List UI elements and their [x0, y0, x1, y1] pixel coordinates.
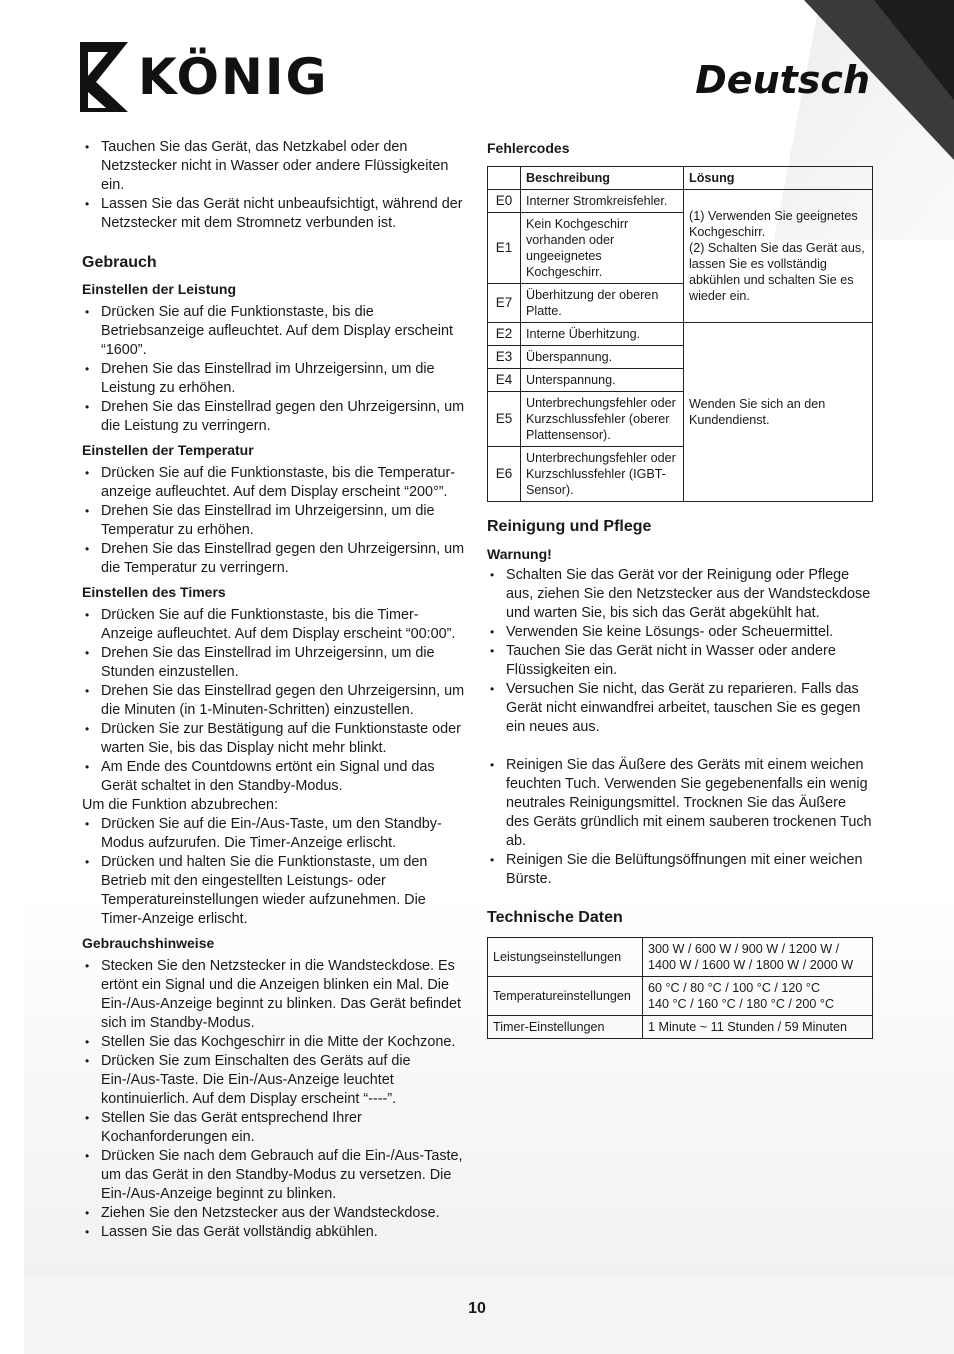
list-item: • Drücken Sie auf die Ein-/Aus-Taste, um den Standby-Modus aufzurufen. Die Timer-Anzeige erlischt. [82, 815, 468, 853]
list-item: • Drehen Sie das Einstellrad gegen den Uhrzeigersinn, um die Leistung zu verringern. [82, 398, 468, 436]
error-code: E7 [488, 284, 521, 323]
list-item: • Am Ende des Countdowns ertönt ein Signal und das Gerät schaltet in den Standby-Modus. [82, 758, 468, 796]
table-header-cell: Lösung [684, 167, 873, 190]
usage-heading: Gebrauch [82, 254, 157, 271]
list-item: • Drehen Sie das Einstellrad gegen den Uhrzeigersinn, um die Temperatur zu verringern. [82, 540, 468, 578]
spec-label: Leistungseinstellungen [488, 938, 643, 977]
language-title: Deutsch [695, 58, 870, 102]
error-code: E2 [488, 323, 521, 346]
spec-label: Temperatureinstellungen [488, 977, 643, 1016]
error-description: Interner Stromkreisfehler. [521, 190, 684, 213]
page-number: 10 [468, 1300, 486, 1317]
list-item: • Drehen Sie das Einstellrad im Uhrzeigersinn, um die Leistung zu erhöhen. [82, 360, 468, 398]
list-item: • Drücken Sie zur Bestätigung auf die Funktionstaste oder warten Sie, bis das Display nicht mehr blinkt. [82, 720, 468, 758]
error-code: E5 [488, 392, 521, 447]
spec-value: 300 W / 600 W / 900 W / 1200 W / 1400 W / 1600 W / 1800 W / 2000 W [643, 938, 873, 977]
error-code: E4 [488, 369, 521, 392]
specs-table [487, 937, 873, 1039]
warning-heading: Warnung! [487, 546, 552, 562]
cleaning-list [487, 756, 873, 889]
error-code: E3 [488, 346, 521, 369]
right-column [487, 138, 873, 1039]
list-item: • Drücken Sie auf die Funktionstaste, bis die Temperaturanzeige aufleuchtet. Auf dem Display erscheint “200°”. [82, 464, 468, 502]
warning-list [487, 566, 873, 737]
cleaning-heading: Reinigung und Pflege [487, 518, 652, 535]
error-description: Unterbrechungsfehler oder Kurzschlussfehler (oberer Plattensensor). [521, 392, 684, 447]
temperature-list [82, 464, 468, 578]
list-item: • Verwenden Sie keine Lösungs- oder Scheuermittel. [487, 623, 873, 642]
timer-list [82, 606, 468, 796]
list-item: • Lassen Sie das Gerät vollständig abkühlen. [82, 1223, 468, 1242]
hints-list [82, 957, 468, 1242]
list-item: • Drehen Sie das Einstellrad im Uhrzeigersinn, um die Temperatur zu erhöhen. [82, 502, 468, 540]
list-item: • Drehen Sie das Einstellrad im Uhrzeigersinn, um die Stunden einzustellen. [82, 644, 468, 682]
error-description: Unterbrechungsfehler oder Kurzschlussfehler (IGBT-Sensor). [521, 447, 684, 502]
table-row [488, 977, 873, 1016]
hints-heading: Gebrauchshinweise [82, 935, 215, 951]
timer-cancel-list [82, 815, 468, 929]
spec-value: 1 Minute ~ 11 Stunden / 59 Minuten [643, 1016, 873, 1039]
list-item: • Reinigen Sie das Äußere des Geräts mit einem weichen feuchten Tuch. Verwenden Sie gegebenenfalls ein wenig neutrales Reinigungsmittel. Trocknen Sie das Äußere des Geräts gründlich mit einem sauberen trockenen Tuch ab. [487, 756, 873, 851]
table-header-cell [488, 167, 521, 190]
error-description: Unterspannung. [521, 369, 684, 392]
list-item: • Lassen Sie das Gerät nicht unbeaufsichtigt, während der Netzstecker mit dem Stromnetz verbunden ist. [82, 195, 468, 233]
intro-bullets [82, 138, 468, 233]
error-description: Überhitzung der oberen Platte. [521, 284, 684, 323]
list-item: • Stecken Sie den Netzstecker in die Wandsteckdose. Es ertönt ein Signal und die Anzeigen blinken ein Mal. Die Ein-/Aus-Anzeige beginnt zu blinken. Das Gerät befindet sich im Standby-Modus. [82, 957, 468, 1033]
error-description: Kein Kochgeschirr vorhanden oder ungeeignetes Kochgeschirr. [521, 213, 684, 284]
table-row [488, 323, 873, 346]
list-item: • Ziehen Sie den Netzstecker aus der Wandsteckdose. [82, 1204, 468, 1223]
konig-mark-icon [80, 42, 128, 112]
list-item: • Drücken Sie auf die Funktionstaste, bis die Betriebsanzeige aufleuchtet. Auf dem Display erscheint “1600”. [82, 303, 468, 360]
timer-heading: Einstellen des Timers [82, 584, 226, 600]
error-solution: Wenden Sie sich an den Kundendienst. [684, 323, 873, 502]
error-description: Interne Überhitzung. [521, 323, 684, 346]
error-code: E1 [488, 213, 521, 284]
list-item: • Drücken Sie nach dem Gebrauch auf die Ein-/Aus-Taste, um das Gerät in den Standby-Modus zu versetzen. Die Ein-/Aus-Anzeige beginnt zu blinken. [82, 1147, 468, 1204]
brand-name: KÖNIG [138, 48, 329, 106]
power-heading: Einstellen der Leistung [82, 281, 237, 297]
table-row [488, 938, 873, 977]
error-solution: (1) Verwenden Sie geeignetes Kochgeschirr. (2) Schalten Sie das Gerät aus, lassen Sie es vollständig abkühlen und schalten Sie es wieder ein. [684, 190, 873, 323]
list-item: • Schalten Sie das Gerät vor der Reinigung oder Pflege aus, ziehen Sie den Netzstecker aus der Wandsteckdose und warten Sie, bis sich das Gerät abgekühlt hat. [487, 566, 873, 623]
list-item: • Drehen Sie das Einstellrad gegen den Uhrzeigersinn, um die Minuten (in 1-Minuten-Schritten) einzustellen. [82, 682, 468, 720]
list-item: • Drücken Sie auf die Funktionstaste, bis die Timer-Anzeige aufleuchtet. Auf dem Display erscheint “00:00”. [82, 606, 468, 644]
table-header-row [488, 167, 873, 190]
error-code: E0 [488, 190, 521, 213]
list-item: • Reinigen Sie die Belüftungsöffnungen mit einer weichen Bürste. [487, 851, 873, 889]
list-item: • Stellen Sie das Kochgeschirr in die Mitte der Kochzone. [82, 1033, 468, 1052]
error-codes-heading: Fehlercodes [487, 140, 570, 156]
list-item: • Drücken und halten Sie die Funktionstaste, um den Betrieb mit den eingestellten Leistungs- oder Temperatureinstellungen wieder aufzunehmen. Die Timer-Anzeige erlischt. [82, 853, 468, 929]
temperature-heading: Einstellen der Temperatur [82, 442, 254, 458]
specs-heading: Technische Daten [487, 909, 623, 926]
error-code: E6 [488, 447, 521, 502]
table-row [488, 1016, 873, 1039]
spec-label: Timer-Einstellungen [488, 1016, 643, 1039]
error-codes-table [487, 166, 873, 502]
table-header-cell: Beschreibung [521, 167, 684, 190]
error-description: Überspannung. [521, 346, 684, 369]
timer-cancel-intro: Um die Funktion abzubrechen: [82, 797, 278, 813]
brand-logo [80, 42, 329, 112]
spec-value: 60 °C / 80 °C / 100 °C / 120 °C 140 °C / 160 °C / 180 °C / 200 °C [643, 977, 873, 1016]
left-column [82, 138, 468, 1242]
list-item: • Stellen Sie das Gerät entsprechend Ihrer Kochanforderungen ein. [82, 1109, 468, 1147]
table-row [488, 190, 873, 213]
list-item: • Drücken Sie zum Einschalten des Geräts auf die Ein-/Aus-Taste. Die Ein-/Aus-Anzeige leuchtet kontinuierlich. Auf dem Display erscheint “----”. [82, 1052, 468, 1109]
list-item: • Tauchen Sie das Gerät, das Netzkabel oder den Netzstecker nicht in Wasser oder andere Flüssigkeiten ein. [82, 138, 468, 195]
list-item: • Versuchen Sie nicht, das Gerät zu reparieren. Falls das Gerät nicht einwandfrei arbeitet, tauschen Sie es gegen ein neues aus. [487, 680, 873, 737]
power-list [82, 303, 468, 436]
list-item: • Tauchen Sie das Gerät nicht in Wasser oder andere Flüssigkeiten ein. [487, 642, 873, 680]
